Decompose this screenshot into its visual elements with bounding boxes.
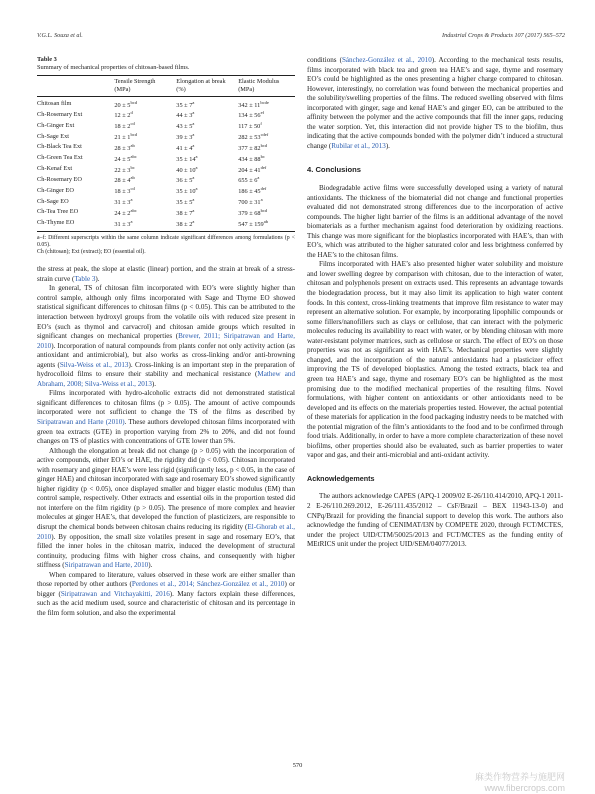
citation-link[interactable]: Sánchez-González et al., 2010 bbox=[341, 56, 432, 64]
page-number: 570 bbox=[292, 762, 303, 769]
significance-superscript: ef bbox=[260, 110, 265, 116]
significance-superscript: d bbox=[130, 110, 133, 116]
significance-superscript: bc bbox=[130, 164, 135, 170]
table-row bbox=[37, 196, 295, 207]
citation-link[interactable]: Perdones et al., 2014; Sánchez-González et al., 2010 bbox=[131, 580, 285, 589]
acknowledgements-paragraph: The authors acknowledge CAPES (APQ-1 2009/02 E-26/110.414/2010, APQ-1 2011-2 E-26/110.269.2012, E-26/111.435/2012 – CsF/Brazil – BEX 11943-13-0) and CNPq/Brazil for providing the financial support to develop this work. The authors also acknowledge the funding of CENIMAT/I3N by COMPETE 2020, through FCT/MCTES, under the project UID/CTM/50025/2013 and FCT/MCTES as the funding entity of MEtRICS unit under the project UID/SEM/04077/2013. bbox=[307, 492, 563, 549]
section-heading-conclusions: 4. Conclusions bbox=[307, 165, 362, 175]
table-footnote-significance: a–f: Different superscripts within the same column indicate significant differences among formulations (p < 0.05). bbox=[37, 234, 295, 248]
table-cell: $377 \pm 82^{bcd}$ bbox=[238, 142, 268, 152]
table-cell: $21 \pm 1^{bcd}$ bbox=[114, 132, 137, 142]
table-cell: $24 \pm 5^{abc}$ bbox=[114, 153, 137, 163]
table-cell: Ch-Sage Ext bbox=[37, 132, 70, 140]
table-row bbox=[37, 207, 295, 218]
table-cell: $43 \pm 5^a$ bbox=[176, 121, 195, 131]
table-header-cell: Elastic Modulus (MPa) bbox=[238, 78, 280, 93]
citation-link[interactable]: Siripatrawan and Harte, 2010 bbox=[64, 561, 149, 570]
table-cell: $342 \pm 11^{bcde}$ bbox=[238, 99, 269, 109]
table-cell: $655 \pm 6^a$ bbox=[238, 175, 260, 185]
table-cell: Ch-Ginger EO bbox=[37, 186, 74, 194]
table-cell: $117 \pm 50^f$ bbox=[238, 121, 262, 131]
table-cell: $282 \pm 53^{cdef}$ bbox=[238, 132, 269, 142]
table-cell: $379 \pm 68^{bcd}$ bbox=[238, 207, 268, 218]
significance-superscript: def bbox=[260, 164, 267, 170]
significance-superscript: abc bbox=[130, 207, 137, 213]
citation-link[interactable]: Mathew and Abraham, 2008; Silva-Weiss et al., 2013 bbox=[37, 370, 295, 388]
table-header-cell: Tensile Strength (MPa) bbox=[114, 78, 156, 93]
table-cell: $22 \pm 3^{bc}$ bbox=[114, 164, 135, 174]
significance-superscript: ab bbox=[130, 142, 135, 148]
table-caption: Summary of mechanical properties of chitosan-based films. bbox=[37, 64, 190, 71]
table-label: Table 3 bbox=[37, 56, 57, 63]
significance-superscript: bcd bbox=[260, 207, 268, 213]
citation-link[interactable]: Siripatrawan and Harte (2010) bbox=[37, 417, 125, 426]
table-row bbox=[37, 153, 295, 164]
significance-superscript: ab bbox=[263, 218, 268, 224]
watermark-line: 麻类作物营养与施肥网 bbox=[474, 772, 565, 782]
table-header-row bbox=[37, 76, 295, 97]
table-3 bbox=[37, 56, 295, 256]
table-cell: Ch-Rosemary Ext bbox=[37, 110, 83, 118]
significance-superscript: a bbox=[195, 164, 198, 170]
paragraph: Films incorporated with HAE’s also presented higher water solubility and moisture and lower swelling degree by comparison with chitosan, due to the interaction of water, chitosan and polyphenols present on extracts used. This represents an advantage towards the biodegradation process, but it may also limit its application to high water content foods. In this context, cross-linking treatments that improve film resistance to water may represent an alternative solution. For example, by incorporating lipophilic compounds or some fillers/nanofillers such as clays or cellulose, that can interact with the polymeric molecules reducing its availability to react with water, or by blending chitosan with more water-resistant polymer matrices, such as cellulose or starch. The effect of EO’s on those properties was not as significant as with HAE’s. Mechanical properties were slightly changed, and the incorporation of the natural antioxidants had a plasticizer effect improving the TS of developed bioplastics. Among the tested extracts, black tea and green tea HAE’s and sage, thyme and rosemary EO’s can be highlighted as the most promising due to the modified mechanical properties of the resulting films. Novel formulations, with higher content on antioxidants or other antioxidants need to be developed and its effects on the materials properties tested. However, the actual potential of these materials for application in the food packaging industry needs to be matched with the potential migration of the film’s antioxidants to the food and to be confirmed through food trials. Additionally, in order to have a more complete characterization of these novel biofilms, other properties should also be evaluated, such as barrier properties to water vapor and gas, and their anti-microbial and anti-oxidant activity. bbox=[307, 260, 563, 460]
table-footnote bbox=[37, 235, 295, 257]
significance-superscript: a bbox=[192, 197, 195, 203]
right-column bbox=[307, 56, 563, 550]
running-header-journal: Industrial Crops & Products 107 (2017) 565–572 bbox=[442, 32, 565, 39]
table-cell: $434 \pm 88^{bc}$ bbox=[238, 153, 265, 163]
significance-superscript: a bbox=[260, 197, 263, 203]
table-cell: $700 \pm 31^a$ bbox=[238, 197, 263, 207]
table-cell: $18 \pm 2^{cd}$ bbox=[114, 121, 135, 131]
table-cell: $31 \pm 3^a$ bbox=[114, 218, 176, 231]
significance-superscript: a bbox=[130, 197, 133, 203]
table-cell: $12 \pm 2^d$ bbox=[114, 110, 133, 120]
running-header-authors: V.G.L. Souza et al. bbox=[37, 32, 83, 39]
left-column bbox=[37, 56, 295, 618]
significance-superscript: a bbox=[257, 175, 260, 181]
table-cell: Chitosan film bbox=[37, 100, 72, 108]
significance-superscript: bc bbox=[260, 153, 265, 159]
significance-superscript: bcde bbox=[260, 99, 269, 105]
table-cell: $36 \pm 5^a$ bbox=[176, 175, 195, 185]
table-reference-link[interactable]: Table 3 bbox=[74, 274, 96, 283]
significance-superscript: bcd bbox=[130, 132, 137, 138]
significance-superscript: a bbox=[192, 110, 195, 116]
table-cell: $38 \pm 2^a$ bbox=[176, 218, 238, 231]
table-row bbox=[37, 164, 295, 175]
table-row bbox=[37, 185, 295, 196]
table-cell: $20 \pm 5^{bcd}$ bbox=[114, 99, 137, 109]
table-cell: $40 \pm 10^a$ bbox=[176, 164, 198, 174]
table-cell: Ch-Tea Tree EO bbox=[37, 208, 79, 216]
paragraph: In general, TS of chitosan film incorporated with EO’s were slightly higher than control sample, although only films incorporated with Sage and Thyme EO showed statistical significant differences to chitosan films (p < 0.05). This can be attributed to the interaction between hydroxyl groups from the volatile oils with reduced size present in EO’s (such as thymol and carvacrol) and chitosan amide groups which resulted in significant changes on mechanical properties (Brewer, 2011; Siripatrawan and Harte, 2010). Incorporation of natural compounds from plants confer not only activity action (as antioxidant and antimicrobial), but also works as cross-linking and/or anti-browning agents (Silva-Weiss et al., 2013). Cross-linking is an important step in the preparation of hydrocolloid films to ensure their stability and mechanical resistance (Mathew and Abraham, 2008; Silva-Weiss et al., 2013). bbox=[37, 284, 295, 388]
significance-superscript: f bbox=[260, 121, 262, 127]
table-cell: $204 \pm 41^{def}$ bbox=[238, 164, 267, 174]
citation-link[interactable]: Brewer, 2011; Siripatrawan and Harte, 2010 bbox=[37, 332, 295, 350]
significance-superscript: bcd bbox=[130, 99, 137, 105]
table-cell: $28 \pm 4^{ab}$ bbox=[114, 175, 135, 185]
significance-superscript: a bbox=[192, 207, 195, 213]
citation-link[interactable]: Siripatrawan and Vitchayakitti, 2016 bbox=[60, 589, 170, 598]
table-cell: $38 \pm 7^a$ bbox=[176, 207, 195, 218]
table-cell: $41 \pm 4^a$ bbox=[176, 142, 195, 152]
table-cell: Ch-Ginger Ext bbox=[37, 121, 75, 129]
table-cell: $35 \pm 14^a$ bbox=[176, 153, 198, 163]
table-cell: $186 \pm 45^{def}$ bbox=[238, 186, 267, 196]
paragraph: the stress at peak, the slope at elastic (linear) portion, and the strain at break of a stress-strain curve (Table 3). bbox=[37, 265, 295, 283]
table-cell: Ch-Kenaf Ext bbox=[37, 165, 73, 173]
table-row bbox=[37, 120, 295, 131]
significance-superscript: a bbox=[192, 99, 195, 105]
citation-link[interactable]: Rubilar et al., 2013 bbox=[331, 141, 386, 150]
table-cell: $547 \pm 159^{ab}$ bbox=[238, 218, 295, 231]
table-cell: $28 \pm 3^{ab}$ bbox=[114, 142, 135, 152]
table-cell: Ch-Sage EO bbox=[37, 197, 69, 205]
paragraph: Biodegradable active films were successfully developed using a variety of natural antioxidants. The thickness of the biomaterial did not change and functional properties evaluated did not demonstrated strong differences due to the incorporation of active compounds. The higher light barrier of the films is an additional advantage of the novel biomaterials as a further mechanism against food deterioration by oxidizing reactions. This change was more significant for the bioplastics incorporated with HAE’s, than with EO’s, which was attributed to the higher saturated color and less brightness conferred by the HAE’s to the chitosan films. bbox=[307, 184, 563, 259]
table-header-cell bbox=[37, 76, 114, 97]
table-cell: $44 \pm 3^a$ bbox=[176, 110, 195, 120]
table-row bbox=[37, 109, 295, 120]
watermark-line: www.fibercrops.com bbox=[484, 783, 565, 793]
significance-superscript: cd bbox=[130, 186, 135, 192]
significance-superscript: a bbox=[195, 153, 198, 159]
significance-superscript: a bbox=[192, 218, 195, 224]
watermark bbox=[475, 772, 565, 794]
table-row bbox=[37, 174, 295, 185]
table-row bbox=[37, 96, 295, 109]
significance-superscript: a bbox=[192, 121, 195, 127]
table-cell: $39 \pm 3^a$ bbox=[176, 132, 195, 142]
significance-superscript: ab bbox=[130, 175, 135, 181]
table-header-cell: Elongation at break (%) bbox=[176, 78, 226, 93]
table-cell: Ch-Rosemary EO bbox=[37, 175, 82, 183]
table-footnote-abbreviations: Ch (chitosan); Ext (extract); EO (essential oil). bbox=[37, 249, 146, 256]
significance-superscript: cdef bbox=[260, 132, 269, 138]
table-cell: Ch-Green Tea Ext bbox=[37, 154, 83, 162]
table-row bbox=[37, 218, 295, 231]
table-cell: $35 \pm 5^a$ bbox=[176, 197, 195, 207]
significance-superscript: a bbox=[192, 175, 195, 181]
paragraph: Although the elongation at break did not change (p > 0.05) with the incorporation of active compounds, either EO’s or HAE, the rigidity did (p < 0.05). Chitosan incorporated with rosemary and ginger HAE’s were less rigid (significantly less, p < 0.05, in the case of ginger HAE) and chitosan incorporated with sage and rosemary EO’s showed significantly higher rigidity (p < 0.05), once displayed smaller and bigger elastic modulus (EM) than control sample, respectively. Other extracts and essential oils in the proportion tested did not interfere on the film rigidity (p > 0.05). The presence of more complex and heavier molecules at ginger HAE’s, that developed the function of plasticizers, are responsible to disrupt the chemical bonds between chitosan chains reducing its rigidity (El-Ghorab et al., 2010). By opposition, the small size volatiles present in sage and rosemary EO’s, that filled the inner holes in the chitosan matrix, induced the development of structural continuity, producing films with higher cross chains, and consequently with higher stiffness (Siripatrawan and Harte, 2010). bbox=[37, 446, 295, 570]
significance-superscript: def bbox=[260, 186, 267, 192]
table-cell: $31 \pm 3^a$ bbox=[114, 197, 133, 207]
table-row bbox=[37, 142, 295, 153]
significance-superscript: a bbox=[195, 186, 198, 192]
table-cell: $35 \pm 10^a$ bbox=[176, 186, 198, 196]
paragraph: Films incorporated with hydro-alcoholic extracts did not demonstrated statistical significant differences to chitosan films (p > 0.05). The amount of active compounds incorporated were not sufficient to change the TS of the films as described by Siripatrawan and Harte (2010). These authors developed chitosan films incorporated with green tea extracts (GTE) in proportion varying from 2% to 20%, and did not found changes on TS of plastics with concentrations of GTE lower than 5%. bbox=[37, 389, 295, 446]
citation-link[interactable]: El-Ghorab et al., 2010 bbox=[37, 523, 295, 541]
table-cell: $35 \pm 7^a$ bbox=[176, 99, 195, 109]
significance-superscript: abc bbox=[130, 153, 137, 159]
significance-superscript: a bbox=[192, 132, 195, 138]
citation-link[interactable]: Silva-Weiss et al., 2013 bbox=[59, 360, 129, 369]
significance-superscript: cd bbox=[130, 121, 135, 127]
significance-superscript: bcd bbox=[260, 142, 268, 148]
table-cell: Ch-Thyme EO bbox=[37, 218, 114, 231]
paragraph: conditions (Sánchez-González et al., 2010). According to the mechanical tests results, films incorporated with black tea and green tea HAE’s and sage, thyme and rosemary EO’s could be highlighted as the ones presenting a higher charge compared to chitosan. However, interestingly, no correlation was found between the mechanical properties and the solubility/swelling properties of the films. The reduced swelling observed with films incorporated with ginger, sage and kenaf HAE’s and ginger EO, can be attributed to the affinity between the polymer and the active compounds that fill the inner gaps, reducing the water sorption. Yet, this interaction did not provide higher TS to the biofilm, thus indicating that the active compounds bonded with the polymer didn’t induced a structural change (Rubilar et al., 2013). bbox=[307, 56, 563, 150]
table-row bbox=[37, 131, 295, 142]
table-cell: $18 \pm 3^{cd}$ bbox=[114, 186, 135, 196]
significance-superscript: a bbox=[130, 218, 133, 224]
section-heading-acknowledgements: Acknowledgements bbox=[307, 473, 375, 483]
paragraph: When compared to literature, values observed in these work are either smaller than those reported by other authors (Perdones et al., 2014; Sánchez-González et al., 2010) or bigger (Siripatrawan and Vitchayakitti, 2016). Many factors explain these differences, such as the acid medium used, source and characteristic of chitosan and its percentage in the film form solution, and also the experimental bbox=[37, 570, 296, 617]
significance-superscript: a bbox=[192, 142, 195, 148]
table-cell: Ch-Black Tea Ext bbox=[37, 143, 82, 151]
table-cell: $24 \pm 2^{abc}$ bbox=[114, 207, 137, 218]
mechanical-properties-table bbox=[37, 75, 295, 232]
table-cell: $134 \pm 56^{ef}$ bbox=[238, 110, 265, 120]
